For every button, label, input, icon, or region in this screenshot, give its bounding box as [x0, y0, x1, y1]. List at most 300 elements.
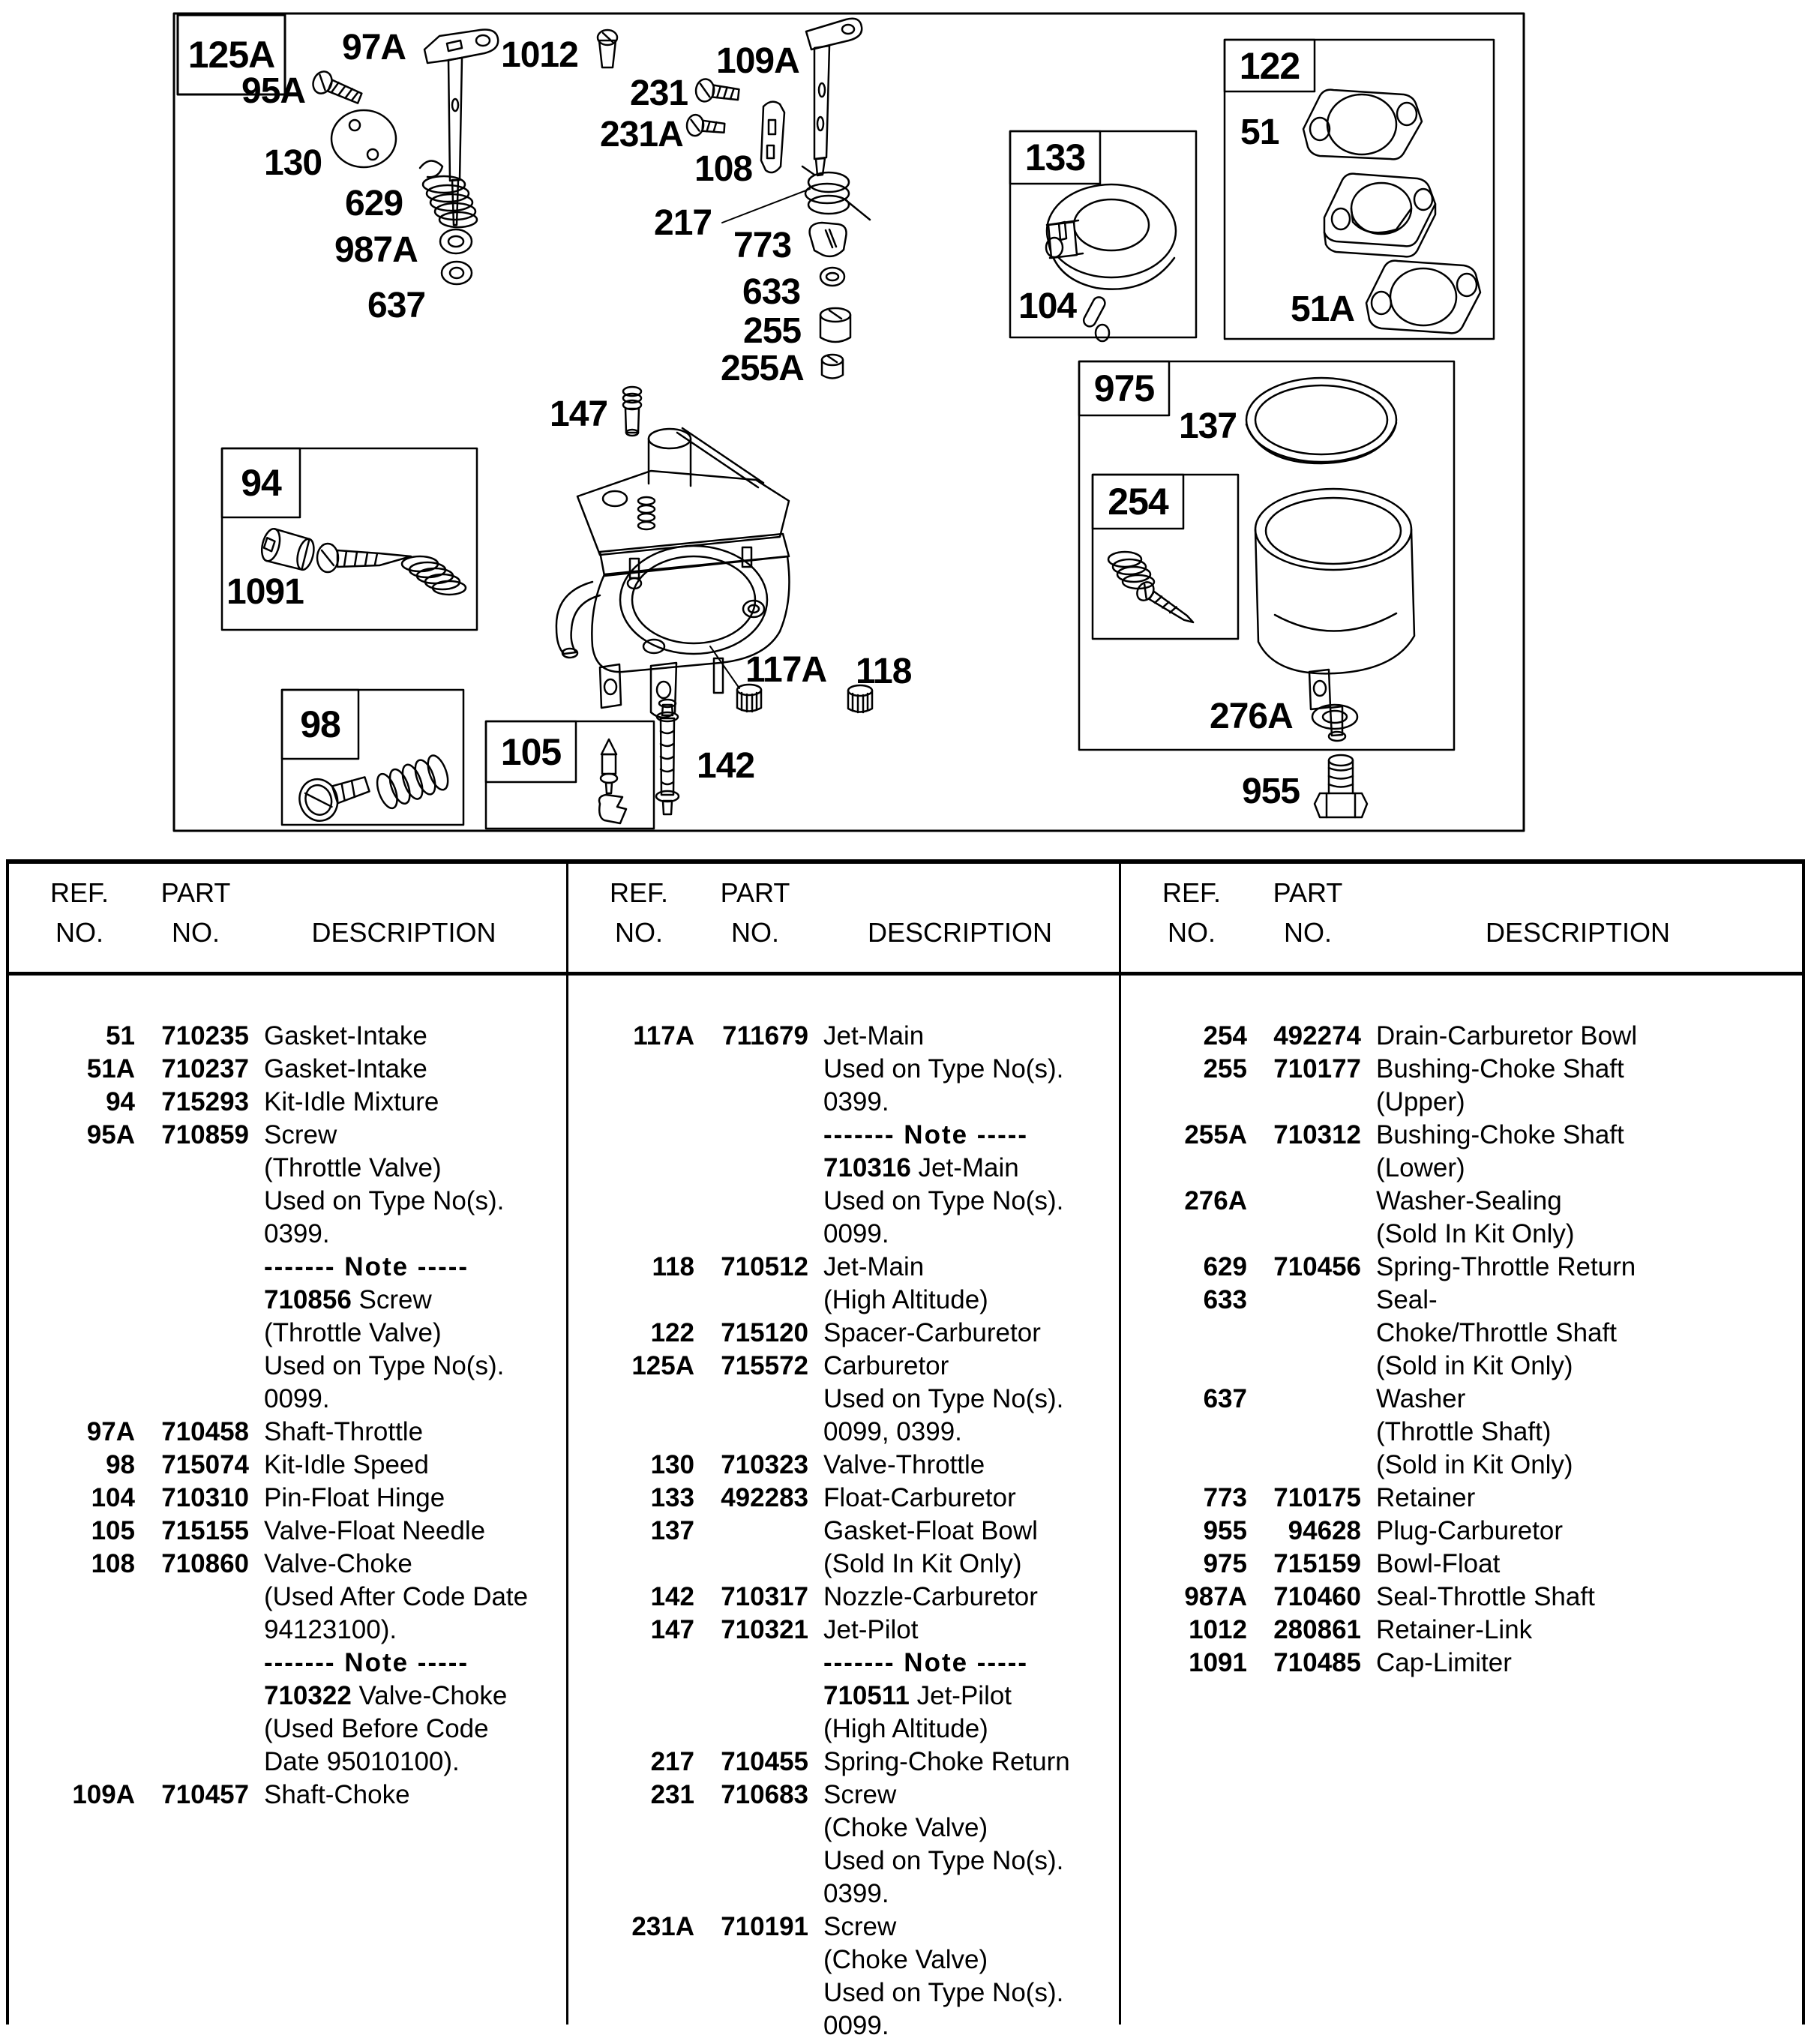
- part-no: 715159: [1273, 1549, 1361, 1578]
- part-row-122: [568, 1318, 1119, 1351]
- part-no: 710512: [721, 1252, 808, 1281]
- part-row-255A: [1121, 1120, 1802, 1153]
- part-no: 715572: [721, 1351, 808, 1380]
- choke-valve-screw2-icon: [686, 114, 725, 137]
- column-header: NO.: [1283, 917, 1332, 948]
- note-part-no: 710322: [264, 1681, 352, 1710]
- part-no: 710175: [1273, 1483, 1361, 1512]
- sealing-washer-icon: [1312, 705, 1357, 729]
- part-row-continuation: [568, 1219, 1119, 1252]
- parts-list-table: [6, 859, 1805, 2040]
- part-no: 711679: [722, 1021, 808, 1050]
- ref-no: 255A: [1184, 1120, 1247, 1149]
- description: Washer: [1376, 1384, 1466, 1413]
- description: Used on Type No(s).: [823, 1054, 1064, 1083]
- part-row-104: [9, 1483, 566, 1516]
- part-row-142: [568, 1582, 1119, 1615]
- kit-box-975: [1079, 361, 1454, 750]
- part-row-1091: [1121, 1648, 1802, 1681]
- part-row-continuation: [568, 1549, 1119, 1582]
- part-row-continuation: [568, 1978, 1119, 2011]
- ref-no: 773: [1203, 1483, 1247, 1512]
- part-row-217: [568, 1747, 1119, 1780]
- part-no: 710456: [1273, 1252, 1361, 1281]
- description: Valve-Throttle: [823, 1450, 985, 1479]
- description: Retainer-Link: [1376, 1615, 1533, 1644]
- description: (High Altitude): [823, 1285, 988, 1314]
- intake-gasket-51-icon: [1303, 90, 1422, 160]
- description: Kit-Idle Mixture: [264, 1087, 439, 1116]
- retainer-icon: [810, 223, 847, 256]
- ref-no: 276A: [1184, 1186, 1247, 1215]
- part-row-continuation: [1121, 1351, 1802, 1384]
- ref-no: 1091: [1189, 1648, 1247, 1677]
- idle-speed-kit-icon: [294, 753, 451, 826]
- ref-no: 95A: [86, 1120, 135, 1149]
- ref-no: 98: [106, 1450, 135, 1479]
- part-no: 715120: [721, 1318, 808, 1347]
- description: Gasket-Intake: [264, 1054, 427, 1083]
- throttle-return-spring-icon: [420, 160, 477, 227]
- part-label-955: 955: [1242, 772, 1300, 811]
- description: (Sold in Kit Only): [1376, 1351, 1573, 1380]
- ref-no: 125A: [631, 1351, 694, 1380]
- part-no: 715155: [161, 1516, 249, 1545]
- part-label-130: 130: [264, 143, 322, 183]
- description: (Choke Valve): [823, 1945, 988, 1974]
- part-no: 710317: [721, 1582, 808, 1611]
- part-row-continuation: [9, 1714, 566, 1747]
- description: (Used Before Code: [264, 1714, 489, 1743]
- column-header: PART: [720, 877, 790, 908]
- choke-throttle-seal-icon: [820, 268, 844, 286]
- part-no: 492283: [721, 1483, 808, 1512]
- part-row-637: [1121, 1384, 1802, 1417]
- part-no: 710458: [161, 1417, 249, 1446]
- ref-no: 130: [650, 1450, 694, 1479]
- part-no: 492274: [1273, 1021, 1361, 1050]
- table-column-3: [1121, 859, 1802, 2025]
- part-row-continuation: [1121, 1153, 1802, 1186]
- part-row-109A: [9, 1780, 566, 1813]
- description: Washer-Sealing: [1376, 1186, 1562, 1215]
- ref-no: 122: [650, 1318, 694, 1347]
- ref-no: 108: [91, 1549, 135, 1578]
- choke-valve-icon: [761, 102, 784, 172]
- part-row-continuation: [568, 1186, 1119, 1219]
- part-label-51: 51: [1240, 112, 1279, 152]
- part-label-97A: 97A: [342, 28, 406, 67]
- part-label-104: 104: [1018, 286, 1077, 326]
- description: 0099.: [823, 1219, 889, 1248]
- kit-label-98: 98: [300, 703, 340, 745]
- note-divider: [9, 1252, 566, 1285]
- part-label-633: 633: [742, 272, 801, 312]
- part-row-51: [9, 1021, 566, 1054]
- part-label-117A: 117A: [745, 650, 827, 690]
- choke-shaft-icon: [806, 19, 862, 175]
- description: Gasket-Intake: [264, 1021, 427, 1050]
- part-row-continuation: [1121, 1219, 1802, 1252]
- ref-no: 955: [1203, 1516, 1247, 1545]
- throttle-valve-disc-icon: [331, 110, 396, 167]
- part-row-continuation: [9, 1318, 566, 1351]
- part-row-231A: [568, 1912, 1119, 1945]
- part-row-118: [568, 1252, 1119, 1285]
- exploded-parts-diagram: [0, 0, 1811, 851]
- description: Spring-Throttle Return: [1376, 1252, 1636, 1281]
- kit-label-122: 122: [1239, 44, 1300, 87]
- ref-no: 137: [650, 1516, 694, 1545]
- part-row-continuation: [9, 1747, 566, 1780]
- throttle-shaft-seal-icon: [440, 229, 472, 284]
- description: (Sold In Kit Only): [823, 1549, 1022, 1578]
- part-no: 710457: [161, 1780, 249, 1809]
- description: 94123100).: [264, 1615, 397, 1644]
- description: Drain-Carburetor Bowl: [1376, 1021, 1638, 1050]
- part-row-108: [9, 1549, 566, 1582]
- ref-no: 51: [106, 1021, 135, 1050]
- description: (Lower): [1376, 1153, 1465, 1182]
- kit-label-133: 133: [1024, 136, 1086, 178]
- ref-no: 633: [1203, 1285, 1247, 1314]
- part-row-continuation: [568, 1813, 1119, 1846]
- column-header: PART: [1273, 877, 1343, 908]
- part-no: 710859: [161, 1120, 249, 1149]
- part-label-276A: 276A: [1210, 697, 1293, 736]
- description: (Upper): [1376, 1087, 1465, 1116]
- description: (Used After Code Date: [264, 1582, 529, 1611]
- part-row-987A: [1121, 1582, 1802, 1615]
- column-header: PART: [160, 877, 231, 908]
- part-label-231A: 231A: [600, 115, 683, 154]
- description: Valve-Float Needle: [264, 1516, 486, 1545]
- description: Kit-Idle Speed: [264, 1450, 429, 1479]
- part-label-987A: 987A: [334, 230, 418, 270]
- float-hinge-pin-icon: [1081, 295, 1109, 341]
- part-row-continuation: [568, 1285, 1119, 1318]
- part-row-continuation: [9, 1351, 566, 1384]
- float-icon: [1046, 184, 1176, 289]
- kit-label-254: 254: [1108, 481, 1168, 523]
- description: Carburetor: [823, 1351, 949, 1380]
- ref-no: 975: [1203, 1549, 1247, 1578]
- description: Seal-Throttle Shaft: [1376, 1582, 1595, 1611]
- part-row-117A: [568, 1021, 1119, 1054]
- description: (Throttle Valve): [264, 1153, 442, 1182]
- part-row-continuation: [568, 2011, 1119, 2044]
- part-no: 710310: [161, 1483, 249, 1512]
- ref-no: 217: [650, 1747, 694, 1776]
- part-no: 710235: [161, 1021, 249, 1050]
- column-header: DESCRIPTION: [311, 917, 496, 948]
- description: Float-Carburetor: [823, 1483, 1016, 1512]
- part-label-637: 637: [367, 286, 426, 325]
- description: Jet-Pilot: [823, 1615, 919, 1644]
- note-label: ------- Note -----: [264, 1648, 469, 1677]
- part-row-continuation: [568, 1087, 1119, 1120]
- ref-no: 629: [1203, 1252, 1247, 1281]
- note-divider: [568, 1648, 1119, 1681]
- float-bowl-gasket-icon: [1246, 378, 1396, 463]
- description: Used on Type No(s).: [823, 1384, 1064, 1413]
- intake-gasket-51A-icon: [1366, 261, 1480, 334]
- description: Bushing-Choke Shaft: [1376, 1120, 1624, 1149]
- part-row-continuation: [568, 1417, 1119, 1450]
- ref-no: 94: [106, 1087, 135, 1116]
- description: Used on Type No(s).: [823, 1186, 1064, 1215]
- description: 710511 Jet-Pilot: [823, 1681, 1012, 1710]
- column-header: NO.: [1167, 917, 1216, 948]
- part-label-147: 147: [550, 394, 608, 434]
- description: Choke/Throttle Shaft: [1376, 1318, 1617, 1347]
- part-row-231: [568, 1780, 1119, 1813]
- part-row-continuation: [9, 1285, 566, 1318]
- part-row-continuation: [9, 1615, 566, 1648]
- table-column-1: [9, 859, 566, 2025]
- description: (Sold In Kit Only): [1376, 1219, 1575, 1248]
- description: Seal-: [1376, 1285, 1438, 1314]
- bushing-lower-icon: [822, 355, 843, 379]
- description: 710316 Jet-Main: [823, 1153, 1019, 1182]
- note-label: ------- Note -----: [823, 1648, 1029, 1677]
- part-no: 710860: [161, 1549, 249, 1578]
- ref-no: 109A: [72, 1780, 135, 1809]
- ref-no: 104: [91, 1483, 135, 1512]
- ref-no: 987A: [1184, 1582, 1247, 1611]
- part-row-95A: [9, 1120, 566, 1153]
- ref-no: 637: [1203, 1384, 1247, 1413]
- description: 710322 Valve-Choke: [264, 1681, 508, 1710]
- ref-no: 231: [650, 1780, 694, 1809]
- part-row-276A: [1121, 1186, 1802, 1219]
- description: (Throttle Shaft): [1376, 1417, 1552, 1446]
- ref-no: 105: [91, 1516, 135, 1545]
- part-row-continuation: [1121, 1087, 1802, 1120]
- part-row-94: [9, 1087, 566, 1120]
- part-no: 94628: [1288, 1516, 1361, 1545]
- part-row-51A: [9, 1054, 566, 1087]
- part-row-continuation: [9, 1384, 566, 1417]
- ref-no: 1012: [1189, 1615, 1247, 1644]
- part-no: 715293: [161, 1087, 249, 1116]
- description: (Choke Valve): [823, 1813, 988, 1842]
- part-row-continuation: [9, 1186, 566, 1219]
- note-part-no: 710856: [264, 1285, 352, 1314]
- part-row-continuation: [568, 1945, 1119, 1978]
- diagram-line-art: [0, 0, 1811, 851]
- ref-no: 231A: [631, 1912, 694, 1941]
- carburetor-plug-icon: [1315, 755, 1367, 817]
- part-no: 710321: [721, 1615, 808, 1644]
- description: 0099.: [264, 1384, 330, 1413]
- description: Bowl-Float: [1376, 1549, 1501, 1578]
- part-row-continuation: [568, 1153, 1119, 1186]
- description: 710856 Screw: [264, 1285, 432, 1314]
- part-row-continuation: [568, 1714, 1119, 1747]
- part-label-773: 773: [733, 226, 792, 265]
- part-no: 710485: [1273, 1648, 1361, 1677]
- description: (High Altitude): [823, 1714, 988, 1743]
- part-row-continuation: [568, 1846, 1119, 1879]
- description: Used on Type No(s).: [264, 1351, 505, 1380]
- part-label-255A: 255A: [721, 349, 804, 388]
- description: Date 95010100).: [264, 1747, 460, 1776]
- description: Jet-Main: [823, 1021, 925, 1050]
- part-row-255: [1121, 1054, 1802, 1087]
- part-row-continuation: [9, 1582, 566, 1615]
- kit-label-975: 975: [1093, 367, 1155, 409]
- ref-no: 255: [1203, 1054, 1247, 1083]
- part-row-continuation: [9, 1153, 566, 1186]
- part-row-97A: [9, 1417, 566, 1450]
- table-column-2: [568, 859, 1119, 2040]
- part-row-105: [9, 1516, 566, 1549]
- part-no: 710460: [1273, 1582, 1361, 1611]
- part-no: 715074: [161, 1450, 249, 1479]
- part-label-142: 142: [697, 746, 755, 786]
- column-header: NO.: [730, 917, 779, 948]
- description: Used on Type No(s).: [823, 1978, 1064, 2007]
- column-header: REF.: [1162, 877, 1221, 908]
- description: Jet-Main: [823, 1252, 925, 1281]
- part-row-773: [1121, 1483, 1802, 1516]
- column-header: REF.: [609, 877, 668, 908]
- ref-no: 118: [652, 1252, 694, 1281]
- description: Valve-Choke: [264, 1549, 412, 1578]
- part-row-1012: [1121, 1615, 1802, 1648]
- throttle-valve-screw-icon: [310, 69, 364, 109]
- description: Spacer-Carburetor: [823, 1318, 1041, 1347]
- note-label: ------- Note -----: [264, 1252, 469, 1281]
- ref-no: 254: [1203, 1021, 1247, 1050]
- part-label-629: 629: [345, 184, 403, 223]
- column-header: DESCRIPTION: [867, 917, 1053, 948]
- part-row-continuation: [1121, 1318, 1802, 1351]
- description: Screw: [823, 1780, 897, 1809]
- description: Screw: [823, 1912, 897, 1941]
- float-needle-icon: [599, 739, 626, 823]
- part-no: 710683: [721, 1780, 808, 1809]
- part-row-continuation: [1121, 1417, 1802, 1450]
- part-no: 710323: [721, 1450, 808, 1479]
- note-part-no: 710511: [823, 1681, 910, 1710]
- note-divider: [9, 1648, 566, 1681]
- part-row-133: [568, 1483, 1119, 1516]
- part-label-51A: 51A: [1291, 289, 1355, 329]
- description: Nozzle-Carburetor: [823, 1582, 1038, 1611]
- ref-no: 147: [650, 1615, 694, 1644]
- part-label-108: 108: [694, 149, 753, 189]
- description: (Throttle Valve): [264, 1318, 442, 1347]
- description: (Sold in Kit Only): [1376, 1450, 1573, 1479]
- description: Bushing-Choke Shaft: [1376, 1054, 1624, 1083]
- part-row-975: [1121, 1549, 1802, 1582]
- column-header: NO.: [55, 917, 103, 948]
- description: Pin-Float Hinge: [264, 1483, 445, 1512]
- part-row-continuation: [9, 1219, 566, 1252]
- description: Used on Type No(s).: [823, 1846, 1064, 1875]
- column-header: REF.: [49, 877, 109, 908]
- part-no: 710237: [161, 1054, 249, 1083]
- part-row-254: [1121, 1021, 1802, 1054]
- ref-no: 51A: [86, 1054, 135, 1083]
- column-header: NO.: [614, 917, 663, 948]
- part-no: 710177: [1273, 1054, 1361, 1083]
- retainer-link-icon: [598, 30, 617, 67]
- kit-label-105: 105: [500, 730, 562, 773]
- description: 0399.: [823, 1087, 889, 1116]
- ref-no: 133: [650, 1483, 694, 1512]
- part-label-109A: 109A: [716, 41, 799, 81]
- kit-label-125A: 125A: [187, 34, 275, 76]
- description: Retainer: [1376, 1483, 1476, 1512]
- part-row-continuation: [1121, 1450, 1802, 1483]
- part-row-137: [568, 1516, 1119, 1549]
- part-label-137: 137: [1179, 406, 1237, 446]
- description: Plug-Carburetor: [1376, 1516, 1563, 1545]
- part-row-633: [1121, 1285, 1802, 1318]
- bowl-drain-kit-icon: [1108, 552, 1198, 631]
- part-row-98: [9, 1450, 566, 1483]
- column-header: NO.: [171, 917, 220, 948]
- description: Cap-Limiter: [1376, 1648, 1512, 1677]
- part-row-955: [1121, 1516, 1802, 1549]
- part-no: 710455: [721, 1747, 808, 1776]
- kit-label-94: 94: [241, 462, 281, 504]
- description: 0099.: [823, 2011, 889, 2040]
- part-row-130: [568, 1450, 1119, 1483]
- column-header: DESCRIPTION: [1485, 917, 1671, 948]
- part-label-118: 118: [856, 652, 912, 691]
- part-no: 280861: [1273, 1615, 1361, 1644]
- description: 0399.: [823, 1879, 889, 1908]
- choke-valve-screw-icon: [695, 78, 740, 105]
- part-row-continuation: [9, 1681, 566, 1714]
- part-row-continuation: [568, 1384, 1119, 1417]
- ref-no: 117A: [633, 1021, 694, 1050]
- part-label-217: 217: [654, 203, 712, 243]
- ref-no: 142: [650, 1582, 694, 1611]
- pilot-jet-icon: [623, 387, 641, 436]
- description: Spring-Choke Return: [823, 1747, 1070, 1776]
- part-row-continuation: [568, 1054, 1119, 1087]
- description: Shaft-Choke: [264, 1780, 410, 1809]
- description: Gasket-Float Bowl: [823, 1516, 1038, 1545]
- part-label-1091: 1091: [226, 572, 304, 612]
- part-label-231: 231: [630, 73, 688, 113]
- part-label-1012: 1012: [501, 35, 578, 75]
- part-no: 710191: [721, 1912, 808, 1941]
- part-row-147: [568, 1615, 1119, 1648]
- part-label-95A: 95A: [241, 71, 306, 111]
- table-right-border: [1802, 859, 1805, 2025]
- part-row-629: [1121, 1252, 1802, 1285]
- note-label: ------- Note -----: [823, 1120, 1029, 1149]
- spacer-icon: [1324, 174, 1435, 257]
- ref-no: 97A: [86, 1417, 135, 1446]
- part-no: 710312: [1273, 1120, 1361, 1149]
- part-row-continuation: [568, 1879, 1119, 1912]
- note-part-no: 710316: [823, 1153, 911, 1182]
- note-divider: [568, 1120, 1119, 1153]
- part-row-continuation: [568, 1681, 1119, 1714]
- part-row-125A: [568, 1351, 1119, 1384]
- description: 0099, 0399.: [823, 1417, 962, 1446]
- part-label-255: 255: [743, 311, 802, 351]
- description: Screw: [264, 1120, 337, 1149]
- description: Used on Type No(s).: [264, 1186, 505, 1215]
